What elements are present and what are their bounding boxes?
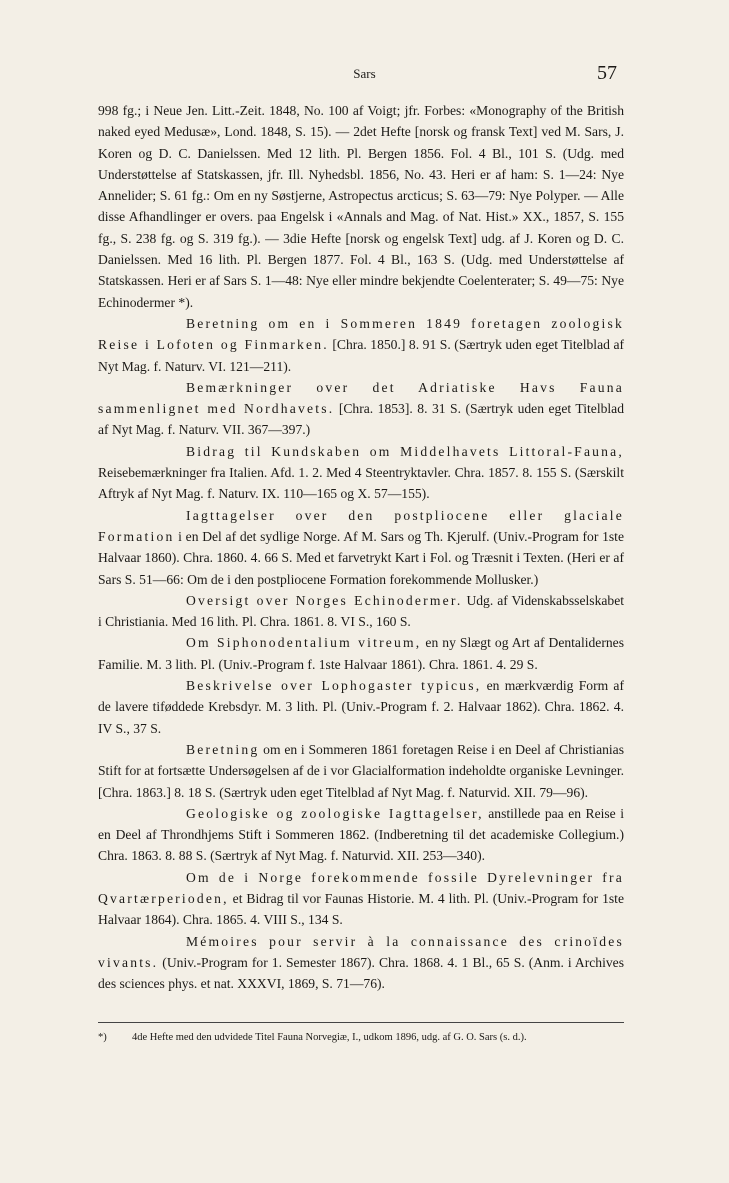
entry-title: Beretning: [186, 741, 260, 757]
bibliography-entry: [98, 313, 624, 377]
bibliography-entry: [98, 739, 624, 803]
bibliography-entry: [98, 931, 624, 995]
entry-details: en mærkværdig Form af de lavere tiføddede Krebsdyr. M. 3 lith. Pl. (Univ.-Program f. 2. Halvaar 1862). Chra. 1862. 4. IV S., 37 S.: [98, 678, 624, 736]
bibliography-entry: [98, 675, 624, 739]
entry-title: Om de i Norge forekommende fossile Dyrelevninger fra Qvartærperioden,: [98, 869, 624, 906]
footnote: [98, 1030, 624, 1046]
continuation-paragraph: 998 fg.; i Neue Jen. Litt.-Zeit. 1848, No. 100 af Voigt; jfr. Forbes: «Monography of the British naked eyed Medusæ», Lond. 1848, S. 15). — 2det Hefte [norsk og fransk Text] ved M. Sars, J. Koren og D. C. Danielssen. Med 12 lith. Pl. Bergen 1856. Fol. 4 Bl., 101 S. (Udg. med Understøttelse af Statskassen, jfr. Ill. Nyhedsbl. 1856, No. 43. Heri er af ham: S. 1—24: Nye Annelider; S. 61 fg.: Om en ny Søstjerne, Astropectus arcticus; S. 63—79: Nye Polyper. — Alle disse Afhandlinger er overs. paa Engelsk i «Annals and Mag. of Nat. Hist.» XX., 1857, S. 155 fg., S. 238 fg. og S. 319 fg.). — 3die Hefte [norsk og engelsk Text] udg. af J. Koren og D. C. Danielssen. Med 16 lith. Pl. Bergen 1877. Fol. 4 Bl., 163 S. (Udg. med Understøttelse af Statskassen. Heri er af Sars S. 1—48: Nye eller mindre bekjendte Coelenterater; S. 49—75: Nye Echinodermer *).: [98, 103, 624, 310]
entry-details: i en Del af det sydlige Norge. Af M. Sars og Th. Kjerulf. (Univ.-Program for 1ste Halvaar 1860). Chra. 1860. 4. 66 S. Med et farvetrykt Kart i Fol. og Træsnit i Texten. (Heri er af Sars S. 51—66: Om de i den postpliocene Formation forekommende Mollusker.): [98, 528, 624, 587]
entry-details: Reisebemærkninger fra Italien. Afd. 1. 2. Med 4 Steentryktavler. Chra. 1857. 8. 155 S. (Særskilt Aftryk af Nyt Mag. f. Naturv. IX. 110—165 og X. 57—155).: [98, 465, 624, 502]
bibliography-entry: [98, 867, 624, 931]
entry-details: om en i Sommeren 1861 foretagen Reise i en Deel af Christianias Stift for at fortsætte Undersøgelsen af de i vor Glacialformation indeholdte organiske Levninger. [Chra. 1863.] 8. 18 S. (Særtryk uden eget Titelblad af Nyt Mag. f. Naturvid. XII. 79—96).: [98, 741, 624, 800]
bibliography-entry: [98, 632, 624, 675]
bibliography-entry: [98, 803, 624, 867]
running-head: [0, 64, 729, 86]
running-title: Sars: [353, 66, 376, 81]
entry-title: Beskrivelse over Lophogaster typicus,: [186, 678, 482, 694]
bibliography-entry: [98, 590, 624, 633]
bibliography-body: [98, 100, 624, 994]
entry-title: Om Siphonodentalium vitreum,: [186, 635, 422, 651]
entry-title: Mémoires pour servir à la connaissance des crinoïdes vivants.: [98, 933, 624, 970]
entry-details: [Chra. 1850.] 8. 91 S. (Særtryk uden eget Titelblad af Nyt Mag. f. Naturv. VI. 121—211).: [98, 337, 624, 374]
entry-title: Beretning om en i Sommeren 1849 foretagen zoologisk Reise i Lofoten og Finmarken.: [98, 315, 624, 353]
entry-title: Oversigt over Norges Echinodermer.: [186, 592, 463, 608]
footnote-text: 4de Hefte med den udvidede Titel Fauna Norvegiæ, I., udkom 1896, udg. af G. O. Sars (s. d.).: [132, 1032, 527, 1043]
entry-title: Bemærkninger over det Adriatiske Havs Fauna sammenlignet med Nordhavets.: [98, 379, 624, 417]
footnote-mark: *): [98, 1032, 107, 1043]
entry-details: Udg. af Videnskabsselskabet i Christiania. Med 16 lith. Pl. Chra. 1861. 8. VI S., 160 S.: [98, 592, 625, 630]
entry-details: en ny Slægt og Art af Dentalidernes Familie. M. 3 lith. Pl. (Univ.-Program f. 1ste Halvaar 1861). Chra. 1861. 4. 29 S.: [98, 635, 624, 672]
footnote-divider: [98, 1022, 624, 1023]
entry-details: [Chra. 1853]. 8. 31 S. (Særtryk uden eget Titelblad af Nyt Mag. f. Naturv. VII. 367—397.): [98, 401, 624, 438]
footnote-text-block: [98, 1030, 624, 1046]
entry-details: et Bidrag til vor Faunas Historie. M. 4 lith. Pl. (Univ.-Program for 1ste Halvaar 1864). Chra. 1865. 4. VIII S., 134 S.: [98, 890, 624, 928]
entry-details: (Univ.-Program for 1. Semester 1867). Chra. 1868. 4. 1 Bl., 65 S. (Anm. i Archives des sciences phys. et nat. XXXVI, 1869, S. 71—76).: [98, 954, 624, 992]
bibliography-entry: [98, 505, 624, 590]
entry-title: Geologiske og zoologiske Iagttagelser,: [186, 805, 484, 821]
entry-title: Iagttagelser over den postpliocene eller glaciale Formation: [98, 507, 624, 544]
bibliography-entry: [98, 377, 624, 441]
entry-title: Bidrag til Kundskaben om Middelhavets Littoral-Fauna,: [186, 443, 624, 459]
page-number: 57: [597, 62, 617, 84]
entry-details: anstillede paa en Reise i en Deel af Throndhjems Stift i Sommeren 1862. (Indberetning til det academiske Collegium.) Chra. 1863. 8. 88 S. (Særtryk af Nyt Mag. f. Naturvid. XII. 253—340).: [98, 805, 624, 864]
bibliography-entry: [98, 441, 624, 505]
